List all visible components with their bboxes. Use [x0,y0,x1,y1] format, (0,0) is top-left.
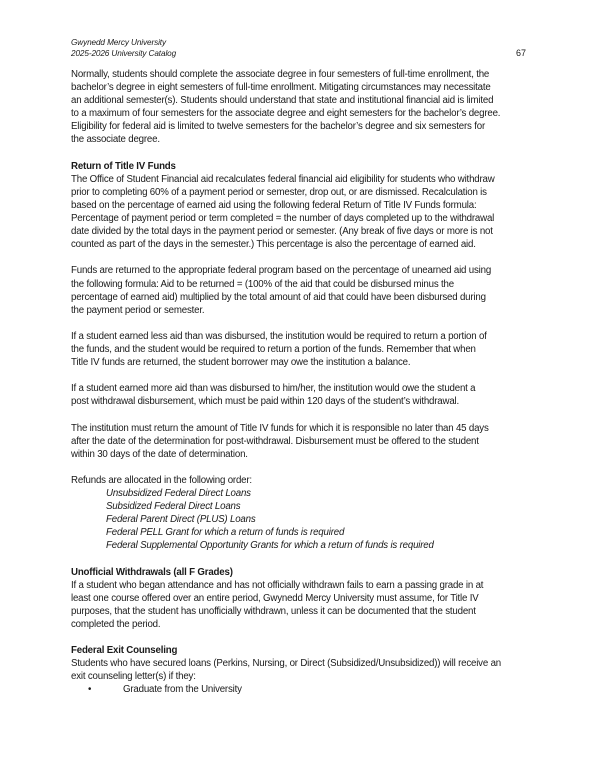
paragraph-gap [71,251,541,264]
header-institution: Gwynedd Mercy University [71,38,166,47]
bullet-icon: • [88,684,92,696]
refund-order-item: Unsubsidized Federal Direct Loans [106,488,251,499]
paragraph-line: exit counseling letter(s) if they: [71,671,196,683]
paragraph-line: Title IV funds are returned, the student borrower may owe the institution a balance. [71,357,411,369]
paragraph-gap [71,461,541,474]
intro-line: Eligibility for federal aid is limited to twelve semesters for the bachelor’s degree and six semesters for [71,121,486,133]
paragraph-line: If a student earned more aid than was disbursed to him/her, the institution would owe the student a [71,383,476,395]
paragraph-gap [71,552,541,565]
header-catalog: 2025-2026 University Catalog [71,49,177,58]
intro-line: the associate degree. [71,134,160,146]
paragraph-line: the payment period or semester. [71,304,205,316]
paragraph-line: If a student earned less aid than was disbursed, the institution would be required to return a portion of [71,330,487,342]
intro-line: bachelor’s degree in eight semesters of full-time enrollment. Mitigating circumstances may necessitate [71,82,491,94]
section-heading: Federal Exit Counseling [71,645,178,657]
paragraph-line: the following formula: Aid to be returned = (100% of the aid that could be disbursed minus the [71,278,454,290]
refund-order-item: Federal Parent Direct (PLUS) Loans [106,514,256,526]
refund-order-item: Federal PELL Grant for which a return of funds is required [106,527,345,539]
refunds-intro: Refunds are allocated in the following order: [71,474,252,486]
paragraph-gap [71,408,541,421]
paragraph-gap [71,631,541,644]
paragraph-line: based on the percentage of earned aid using the following federal Return of Title IV Funds formula: [71,199,477,211]
paragraph-line: The Office of Student Financial aid recalculates federal financial aid eligibility for students who withdraw [71,173,495,185]
bullet-text: Graduate from the University [123,684,242,696]
intro-line: an additional semester(s). Students should understand that state and institutional financial aid is limited [71,95,494,107]
paragraph-gap [71,369,541,382]
paragraph-line: date divided by the total days in the payment period or semester. (Any break of five days or more is not [71,226,493,238]
paragraph-line: Students who have secured loans (Perkins, Nursing, or Direct (Subsidized/Unsubsidized)) will receive an [71,658,501,670]
paragraph-line: counted as part of the days in the semester.) This percentage is also the percentage of earned aid. [71,239,476,251]
refund-order-item: Federal Supplemental Opportunity Grants for which a return of funds is required [106,540,434,552]
paragraph-line: least one course offered over an entire period, Gwynedd Mercy University must assume, for Title IV [71,592,479,604]
running-header [71,37,176,59]
paragraph-line: completed the period. [71,618,161,630]
paragraph-line: prior to completing 60% of a payment period or semester, drop out, or are dismissed. Recalculation is [71,186,487,198]
paragraph-line: within 30 days of the date of determination. [71,448,248,460]
paragraph-line: the funds, and the student would be required to return a portion of the funds. Remember that when [71,343,476,355]
paragraph-line: If a student who began attendance and has not officially withdrawn fails to earn a passing grade in at [71,579,484,591]
page-body [71,68,541,697]
paragraph-line: after the date of the determination for post-withdrawal. Disbursement must be offered to the student [71,435,479,447]
paragraph-line: Percentage of payment period or term completed = the number of days completed up to the withdrawal [71,213,495,225]
section-heading: Return of Title IV Funds [71,160,176,172]
paragraph-line: Funds are returned to the appropriate federal program based on the percentage of unearned aid using [71,265,492,277]
paragraph-line: The institution must return the amount of Title IV funds for which it is responsible no later than 45 days [71,422,489,434]
paragraph-line: purposes, that the student has unofficially withdrawn, unless it can be documented that the student [71,605,476,617]
page-number: 67 [516,48,527,58]
refund-order-item: Subsidized Federal Direct Loans [106,501,241,513]
intro-line: to a maximum of four semesters for the associate degree and eight semesters for the bachelor’s degree. [71,108,501,120]
bullet-item [71,683,541,696]
paragraph-line: post withdrawal disbursement, which must be paid within 120 days of the student’s withdrawal. [71,396,460,408]
intro-line: Normally, students should complete the associate degree in four semesters of full-time enrollment, the [71,69,490,80]
paragraph-gap [71,317,541,330]
section-heading: Unofficial Withdrawals (all F Grades) [71,566,233,578]
paragraph-line: percentage of earned aid) multiplied by the total amount of aid that could have been disbursed during [71,291,486,303]
paragraph-gap [71,147,541,160]
